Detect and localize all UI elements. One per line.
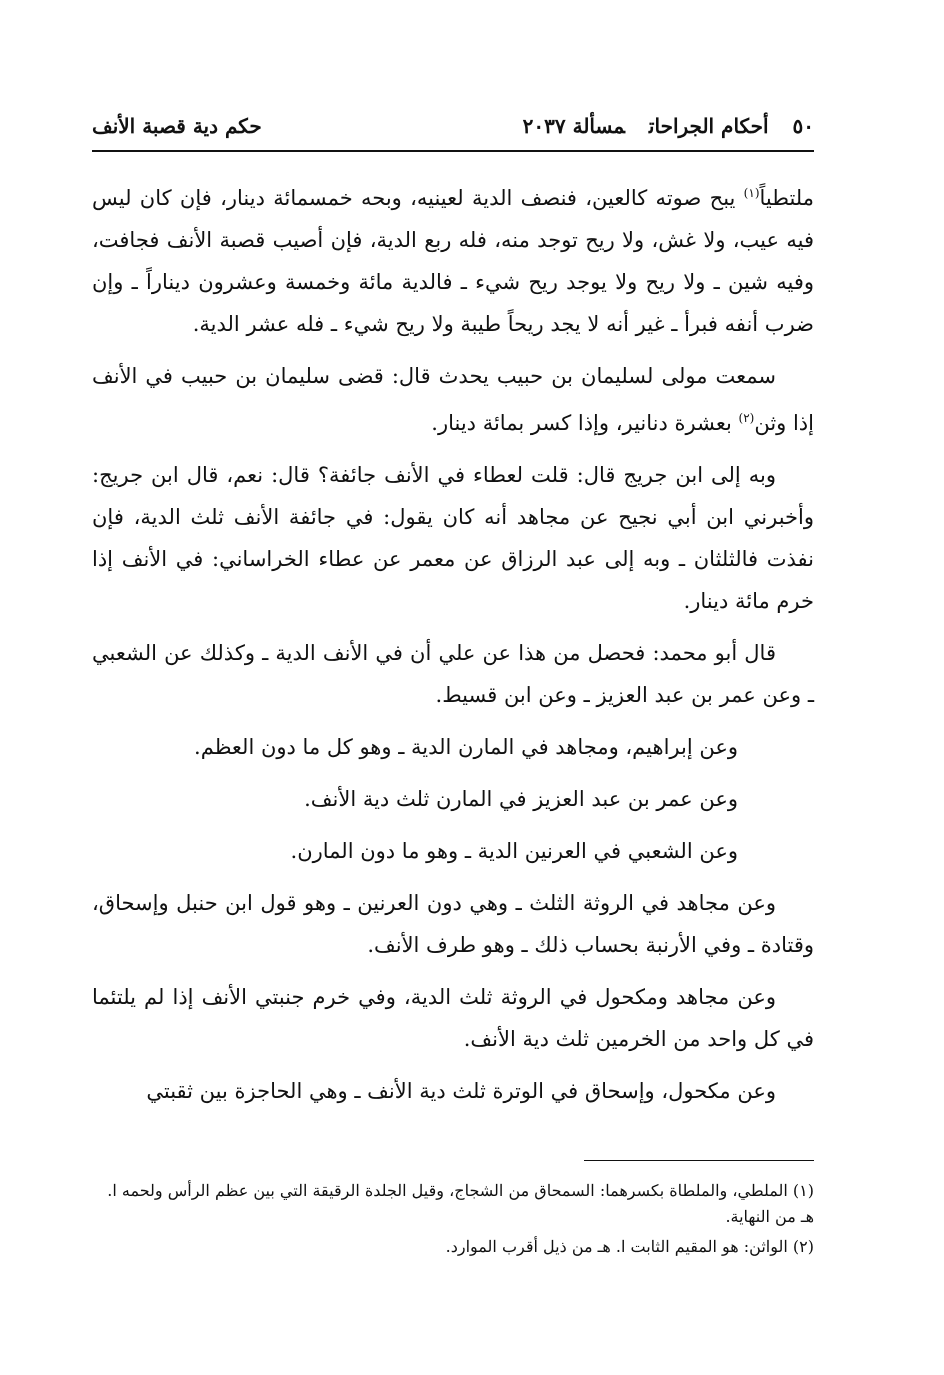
issue-number: مسألة ٢٠٣٧ [522, 114, 625, 138]
paragraph: وعن الشعبي في العرنين الدية ـ وهو ما دون المارن. [290, 839, 738, 863]
paragraph: وعن مجاهد في الروثة الثلث ـ وهي دون العرنين ـ وهو قول ابن حنبل وإسحاق، وقتادة ـ وفي الأرنبة بحساب ذلك ـ وهو طرف الأنف. [92, 891, 814, 957]
footnote-divider [584, 1160, 814, 1161]
footnote: (٢) الواثن: هو المقيم الثابت ا. هـ من ذيل أقرب الموارد. [445, 1237, 814, 1256]
main-text [92, 172, 814, 1122]
book-title: أحكام الجراحات [648, 114, 769, 138]
paragraph: سمعت مولى لسليمان بن حبيب يحدث قال: قضى سليمان بن حبيب في الأنف إذا وثن$^{(٢)}$ بعشرة دنانير، وإذا كسر بمائة دينار. [92, 364, 814, 435]
paragraph: وبه إلى ابن جريج قال: قلت لعطاء في الأنف جائفة؟ قال: نعم، قال ابن جريج: وأخبرني ابن أبي نجيح عن مجاهد أنه كان يقول: في جائفة الأنف ثلث الدية، فإن نفذت فالثلثان ـ وبه إلى عبد الرزاق عن معمر عن عطاء الخراساني: في الأنف إذا خرم مائة دينار. [92, 463, 814, 613]
page-number: ٥٠ [792, 114, 814, 138]
running-header [92, 108, 814, 152]
paragraph: ملتطياً$^{(١)}$ يبح صوته كالعين، فنصف الدية لعينيه، وبحه خمسمائة دينار، فإن كان ليس فيه عيب، ولا غش، ولا ريح توجد منه، فله ربع الدية، فإن أصيب قصبة الأنف فجافت، وفيه شين ـ ولا ريح ولا يوجد ريح شيء ـ فالدية مائة وخمسة وعشرون ديناراً ـ وإن ضرب أنفه فبرأ ـ غير أنه لا يجد ريحاً طيبة ولا ريح شيء ـ فله عشر الدية. [92, 186, 814, 336]
paragraph: وعن مجاهد ومكحول في الروثة ثلث الدية، وفي خرم جنبتي الأنف إذا لم يلتئما في كل واحد من الخرمين ثلث دية الأنف. [92, 985, 814, 1051]
footnote-ref: (١) [743, 186, 760, 200]
footnote: (١) الملطي، والملطاة بكسرهما: السمحاق من الشجاج، وقيل الجلدة الرقيقة التي بين عظم الرأس ولحمه ا. هـ من النهاية. [107, 1181, 814, 1226]
paragraph: وعن إبراهيم، ومجاهد في المارن الدية ـ وهو كل ما دون العظم. [194, 735, 738, 759]
paragraph: وعن عمر بن عبد العزيز في المارن ثلث دية الأنف. [304, 787, 738, 811]
header-right [499, 114, 814, 138]
section-title: حكم دية قصبة الأنف [92, 114, 262, 138]
paragraph: قال أبو محمد: فحصل من هذا عن علي أن في الأنف الدية ـ وكذلك عن الشعبي ـ وعن عمر بن عبد العزيز ـ وعن ابن قسيط. [92, 641, 814, 707]
paragraph: وعن مكحول، وإسحاق في الوترة ثلث دية الأنف ـ وهي الحاجزة بين ثقبتي [146, 1079, 776, 1103]
footnotes [92, 1178, 814, 1264]
footnote-ref: (٢) [738, 411, 755, 425]
